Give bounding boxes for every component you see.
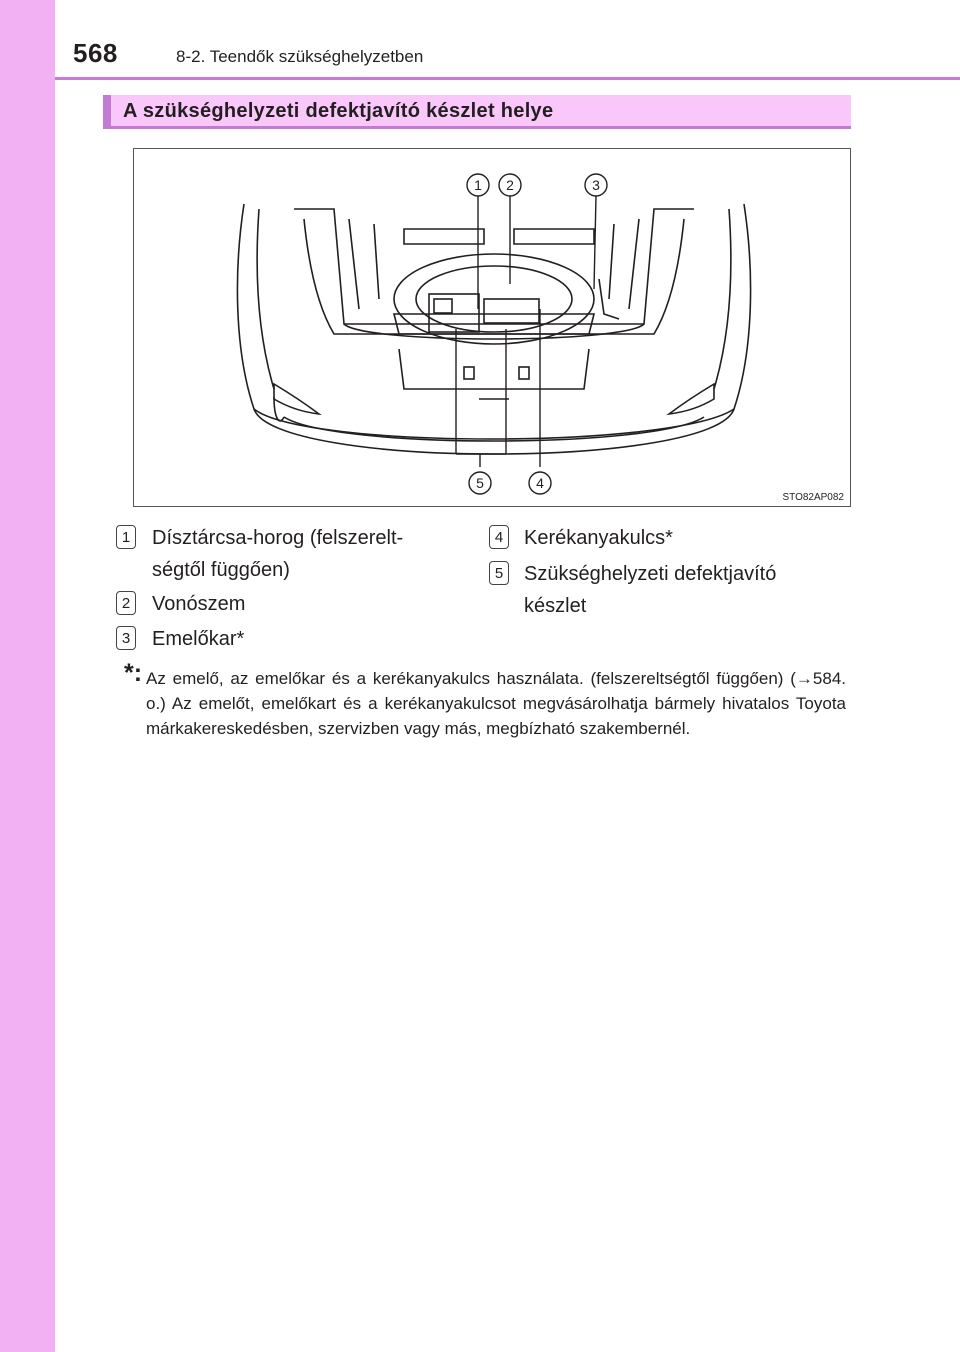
callout-3-label: 3 (592, 177, 600, 193)
section-heading-text: A szükséghelyzeti defektjavító készlet helye (123, 100, 554, 122)
trunk-drawing (134, 149, 850, 506)
callout-2-label: 2 (506, 177, 514, 193)
item-1-text (152, 522, 403, 586)
item-5-number: 5 (489, 561, 509, 585)
item-1-number: 1 (116, 525, 136, 549)
header-divider (55, 77, 960, 80)
item-4-text: Kerékanyakulcs* (524, 527, 673, 549)
item-3-number: 3 (116, 626, 136, 650)
callout-1-label: 1 (474, 177, 482, 193)
item-2-number: 2 (116, 591, 136, 615)
item-4-number: 4 (489, 525, 509, 549)
item-1-line2: ségtől függően) (152, 559, 290, 581)
item-5-line2: készlet (524, 595, 587, 617)
section-heading (103, 95, 851, 129)
callout-5-label: 5 (476, 475, 484, 491)
page-number: 568 (73, 38, 118, 68)
figure-code: STO82AP082 (782, 492, 844, 503)
chapter-title: 8-2. Teendők szükséghelyzetben (176, 47, 424, 66)
side-tab (0, 0, 55, 1352)
trunk-illustration (133, 148, 851, 507)
item-5-text (524, 558, 776, 622)
callout-4-label: 4 (536, 475, 544, 491)
footnote-text: Az emelő, az emelőkar és a kerékanyakulcs használata. (felszereltségtől függően) (→584. o.) Az emelőt, emelőkart és a kerékanyakulcsot megvásárolhatja bármely hivatalos Toyota márkakereskedésben, szervizben vagy más, megbízható szakembernél. (146, 669, 846, 738)
item-1-line1: Dísztárcsa-horog (felszerelt- (152, 527, 404, 549)
item-3-text: Emelőkar* (152, 628, 245, 650)
item-2-text: Vonószem (152, 593, 246, 615)
item-5-line1: Szükséghelyzeti defektjavító (524, 563, 777, 585)
footnote-marker: *: (124, 659, 143, 687)
